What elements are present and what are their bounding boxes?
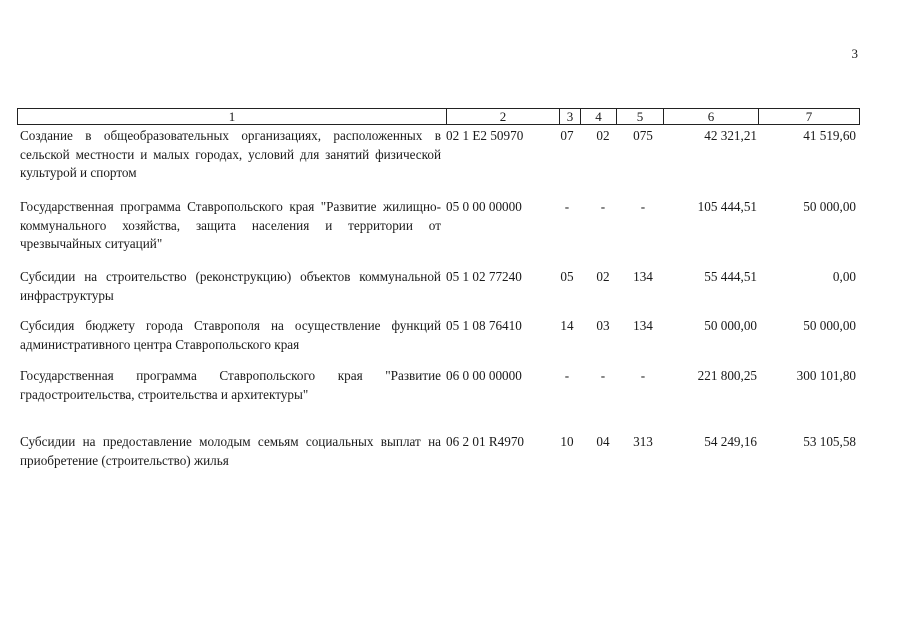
row-col4: 03 [596,318,610,333]
row-col6: 221 800,25 [697,368,757,383]
row-col4: 02 [596,269,610,284]
row-code: 05 0 00 00000 [446,199,522,214]
row-description: Государственная программа Ставропольского края "Развитие жилищно-коммунального хозяйства, защита населения и территории от чрезвычайных ситуаций" [20,199,441,251]
row-col3: 07 [560,128,574,143]
row-description: Государственная программа Ставропольского края "Развитие градостроительства, строительства и архитектуры" [20,368,441,402]
row-col5: 313 [633,434,653,449]
row-col6: 42 321,21 [704,128,757,143]
row-col5: - [640,368,646,383]
row-col6: 50 000,00 [704,318,757,333]
header-cell-2: 2 [447,109,560,124]
header-cell-6: 6 [664,109,759,124]
row-col4: - [600,368,606,383]
row-col7: 41 519,60 [803,128,856,143]
header-cell-5: 5 [617,109,664,124]
header-cell-1: 1 [18,109,447,124]
row-col4: 04 [596,434,610,449]
row-code: 06 2 01 R4970 [446,434,525,449]
row-description: Субсидии на предоставление молодым семьям социальных выплат на приобретение (строительство) жилья [20,434,441,468]
row-col3: - [564,368,570,383]
row-col6: 54 249,16 [704,434,757,449]
row-col3: 05 [560,269,574,284]
row-description: Субсидия бюджету города Ставрополя на осуществление функций административного центра Ставропольского края [20,318,441,352]
row-description: Создание в общеобразовательных организациях, расположенных в сельской местности и малых городах, условий для занятий физической культурой и спортом [20,128,441,180]
row-code: 06 0 00 00000 [446,368,522,383]
row-col3: 10 [560,434,574,449]
row-col7: 53 105,58 [803,434,856,449]
row-description: Субсидии на строительство (реконструкцию) объектов коммунальной инфраструктуры [20,269,441,303]
row-code: 05 1 08 76410 [446,318,522,333]
row-col4: 02 [596,128,610,143]
row-col7: 0,00 [832,269,856,284]
header-cell-7: 7 [805,109,813,124]
table-header-row [17,108,860,125]
row-col3: 14 [560,318,574,333]
row-col5: - [640,199,646,214]
row-col5: 075 [633,128,653,143]
row-col6: 55 444,51 [704,269,757,284]
header-cell-4: 4 [581,109,617,124]
row-col6: 105 444,51 [697,199,757,214]
row-col4: - [600,199,606,214]
row-code: 05 1 02 77240 [446,269,522,284]
header-cell-3: 3 [560,109,581,124]
page-number: 3 [851,46,858,61]
row-col3: - [564,199,570,214]
row-col5: 134 [633,318,653,333]
row-col7: 50 000,00 [803,318,856,333]
row-col7: 300 101,80 [796,368,856,383]
row-col7: 50 000,00 [803,199,856,214]
row-code: 02 1 E2 50970 [446,128,524,143]
row-col5: 134 [633,269,653,284]
